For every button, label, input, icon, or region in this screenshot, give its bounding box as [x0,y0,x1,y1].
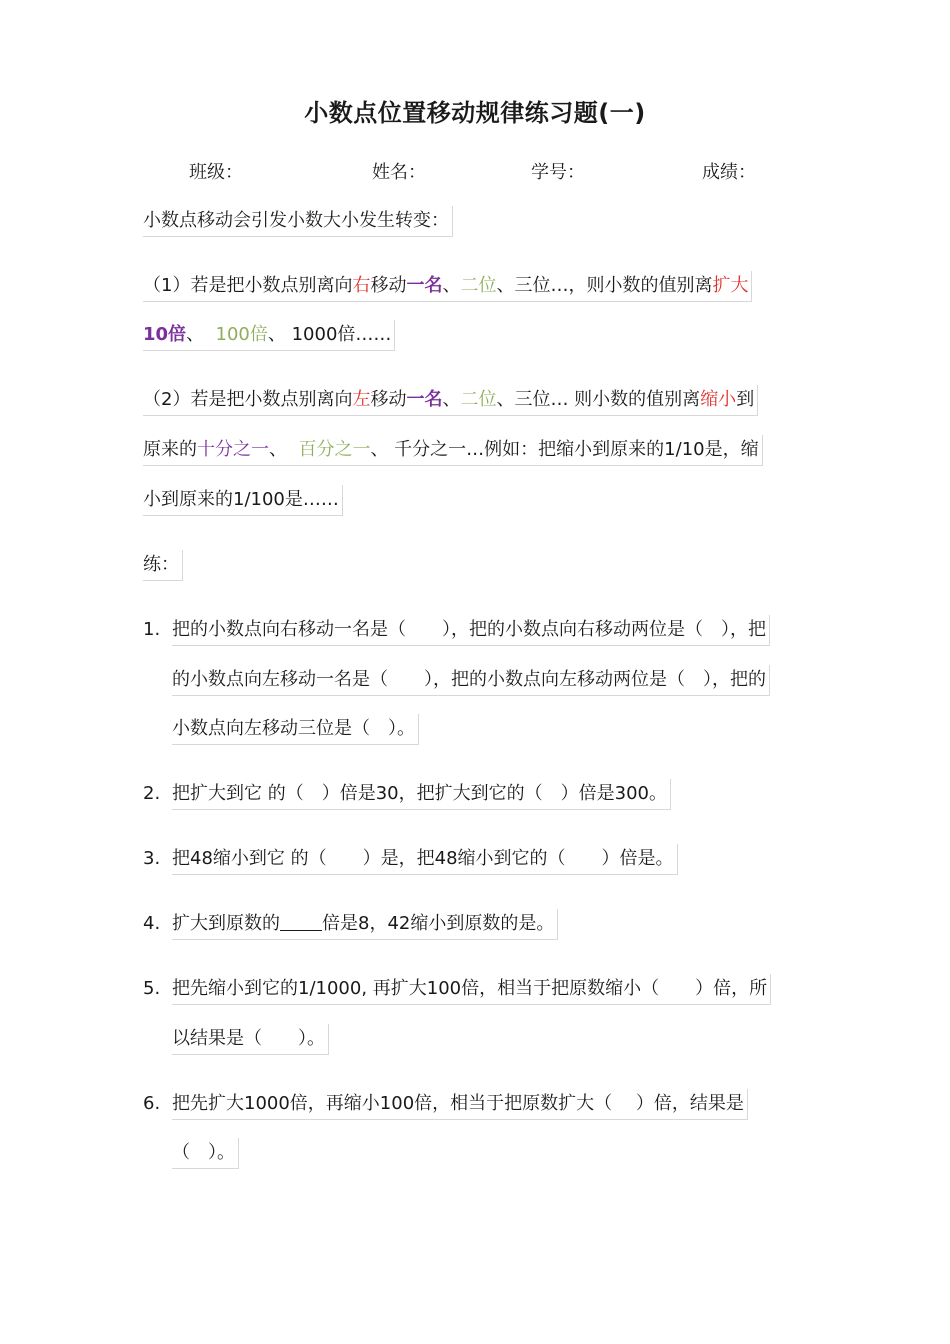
question-1-line-3: 小数点向左移动三位是（ ）。 [172,714,419,745]
question-1-line-1: 把的小数点向右移动一名是（ ），把的小数点向右移动两位是（ ），把 [172,615,770,646]
effect-enlarge: 扩大 [712,275,749,296]
question-2-line-1: 把扩大到它 的（ ）倍是30，把扩大到它的（ ）倍是300。 [172,779,671,810]
question-1-number: 1. [143,619,161,640]
times-10: 10倍 [143,324,187,345]
one-tenth: 十分之一 [197,439,269,460]
question-5-line-2: 以结果是（ ）。 [172,1024,329,1055]
class-label: 班级： [189,162,243,183]
name-label: 姓名： [372,162,426,183]
answer-blank[interactable] [280,910,322,931]
question-4-line-1: 扩大到原数的 倍是8，42缩小到原数的是。 [172,909,558,940]
question-5-number: 5. [143,978,161,999]
question-1-line-2: 的小数点向左移动一名是（ ），把的小数点向左移动两位是（ ），把的 [172,665,770,696]
rule-2-line-3: 小到原来的1/100是…… [143,485,343,516]
direction-left: 左 [352,389,371,410]
rule-2-line-2: 原来的十分之一、 百分之一、 千分之一…例如：把缩小到原来的1/10是，缩 [143,435,763,466]
two-places: 二位 [460,275,497,296]
question-6-line-2: （ ）。 [172,1138,239,1169]
question-2-number: 2. [143,783,161,804]
score-label: 成绩： [702,162,756,183]
question-6-line-1: 把先扩大1000倍，再缩小100倍，相当于把原数扩大（ ）倍，结果是 [172,1089,748,1120]
question-3-line-1: 把48缩小到它 的（ ）是，把48缩小到它的（ ）倍是。 [172,844,678,875]
rule-1-line-2: 10倍、 100倍、 1000倍…… [143,320,395,351]
question-6-number: 6. [143,1093,161,1114]
intro-text: 小数点移动会引发小数大小发生转变： [143,206,453,237]
student-info-row [0,158,950,186]
rule-1-line-1: （1）若是把小数点别离向右移动一名、二位、三位…，则小数的值别离扩大 [143,271,752,302]
question-4-number: 4. [143,913,161,934]
question-5-line-1: 把先缩小到它的1/1000, 再扩大100倍，相当于把原数缩小（ ）倍，所 [172,974,771,1005]
effect-shrink: 缩小 [700,389,737,410]
rule-2-line-1: （2）若是把小数点别离向左移动一名、二位、三位… 则小数的值别离缩小到 [143,385,758,416]
one-place: 一名 [406,389,443,410]
one-hundredth: 百分之一 [298,439,371,460]
question-3-number: 3. [143,848,161,869]
student-id-label: 学号： [531,162,585,183]
times-100: 100倍 [215,324,268,345]
two-places: 二位 [460,389,497,410]
one-place: 一名 [406,275,443,296]
practice-label: 练： [143,550,183,581]
direction-right: 右 [352,275,371,296]
page-title: 小数点位置移动规律练习题(一) [304,99,646,127]
